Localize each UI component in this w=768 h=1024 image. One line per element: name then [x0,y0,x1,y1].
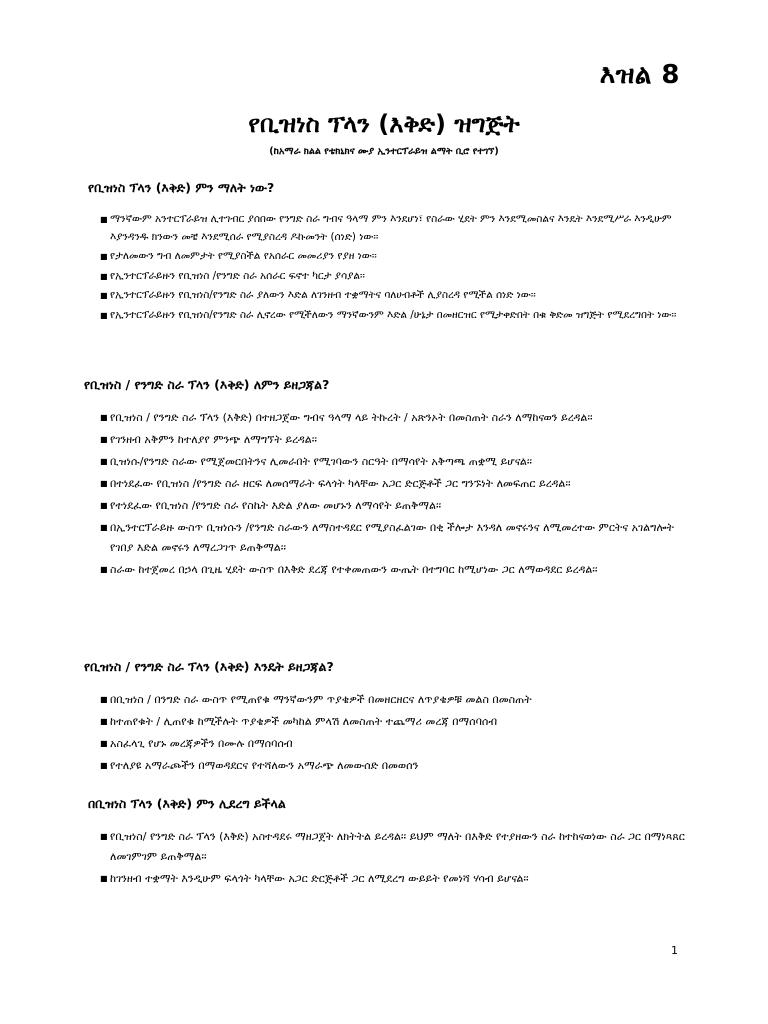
list-item [88,869,688,889]
section-why-prepare-plan [84,376,684,582]
bullet-square-icon: ■ [100,457,108,466]
list-item-text: ቢዝነሱ/የንግድ ስራው የሚጀመርበትንና ሊመራበት የሚገባውን ስርዓት በማሳየት አቅጣጫ ጠቋሚ ይሆናል፡፡ [110,455,533,468]
bullet-square-icon: ■ [100,252,108,261]
list-item [88,496,684,516]
list-item [88,474,684,494]
bullet-square-icon: ■ [100,501,108,510]
list-item-text: በኢንተርፕራይዙ ውስጥ ቢዝነሱን /የንግድ ስራውን ለማስተዳደር የሚያስፈልገው በቂ ችሎታ እንዳለ መኖሩንና ለሚመረተው ምርትና አገልግሎት የገበያ እድል መኖሩን ለማረጋገጥ ይጠቅማል፡፡ [110,521,674,554]
list-item-text: የቢዝነስ / የንግድ ስራ ፕላን (እቅድ) በተዘጋጀው ግብና ዓላማ ላይ ትኩረት / አጽንኦት በመስጠት ስራን ለማከናወን ይረዳል፡፡ [110,411,593,424]
section-heading: የቢዝነስ ፕላን (እቅድ) ምን ማለት ነው? [88,180,275,195]
bullet-list [88,211,688,324]
list-item-text: ማንኛውም አንተርፕራይዝ ሊተገብር ያሰበው የንግድ ስራ ግብና ዓላማ ምን እንደሆነ፣ የስራው ሂደት ምን እንደሚመስልና እንዴት እንደሚሥራ እንዲሁም እያንዳንዱ ክንውን መቼ እንደሚሰራ የሚያስረዳ ዶኩመንት (ሰነድ) ነው፡፡ [110,213,672,243]
list-item [88,408,684,428]
bullet-square-icon: ■ [100,874,108,883]
document-title: የቢዝነስ ፕላን (እቅድ) ዝግጅት [248,110,520,138]
bullet-square-icon: ■ [100,717,108,726]
list-item [88,734,684,753]
list-item [88,268,688,286]
bullet-square-icon: ■ [100,310,108,320]
list-item-text: ከተጠየቁት / ሊጠየቁ ከሚችሉት ጥያቄዎች መካከል ምላሽ ለመስጠት ተጨማሪ መረጃ በማሰባሰብ [110,715,498,728]
list-item-text: ስራው ከተጀመረ በኃላ በጊዜ ሂደት ውስጥ በእቅድ ደረጃ የተቀመጠውን ውጤት በተግባር ከሚሆነው ጋር ለማወዳደር ይረዳል፡፡ [110,563,598,576]
document-subtitle: (ከአማራ ክልል የቴክኒክና ሙያ ኢንተርፕራይዝ ልማት ቢሮ የተገኘ) [269,146,499,157]
list-item-text: የገንዘብ አቅምን ከተለያየ ምንጭ ለማግኘት ይረዳል፡፡ [110,433,317,446]
bullet-square-icon: ■ [100,523,108,532]
module-label: እዝል 8 [599,60,680,90]
bullet-square-icon: ■ [100,695,108,704]
list-item-text: የቢዝነስ/ የንግድ ስራ ፕላን (እቅድ) አስተዳደሩ ማዘጋጀት ለክትትል ይረዳል፡፡ ይህም ማለት በእቅድ የተያዘውን ስራ ከተከናወነው ስራ ጋር በማነጻጸር ለመገምገም ይጠቅማል፡፡ [110,830,685,863]
section-what-is-business-plan [88,179,688,326]
section-how-prepare-plan [84,658,684,778]
bullet-square-icon: ■ [100,291,108,300]
bullet-square-icon: ■ [100,435,108,444]
list-item-text: የኢንተርፕራይዙን የቢዝነስ/የንግድ ስራ ሊኖረው የሚችለውን ማንኛውንም እድል /ሁኔታ በመዘርዝር የሚታቀድበት በቁ ቅድመ ዝግጅት የሚደረግበት ነው፡፡ [110,308,677,321]
page-number: 1 [671,944,678,957]
list-item-text: የታለመውን ግብ ለመምታት የሚያስችል የአሰራር መመሪያን የያዘ ነው፡፡ [110,250,377,262]
section-what-plan-does [88,795,688,891]
list-item [88,287,688,305]
bullet-square-icon: ■ [100,565,108,574]
list-item-text: አስፈላጊ የሆኑ መረጃዎችን በሙሉ በማሰባሰብ [110,737,293,750]
bullet-square-icon: ■ [100,215,108,224]
list-item-text: የኢንተርፕራይዙን የቢዝነስ/የንግድ ስራ ያለውን እድል ለገንዘብ ተቋማትና ባለሀብቶች ሊያስረዳ የሚችል ሰነድ ነው፡፡ [110,289,536,301]
list-item [88,827,688,867]
list-item [88,430,684,450]
bullet-list [84,690,684,775]
list-item-text: በቢዝነስ / በንግድ ስራ ውስጥ የሚጠየቁ ማንኛውንም ጥያቄዎች በመዘርዘርና ለጥያቄዎቹ መልስ በመስጠት [110,693,532,706]
list-item [88,518,684,558]
bullet-square-icon: ■ [100,479,108,488]
list-item [88,211,688,246]
bullet-square-icon: ■ [100,413,108,422]
list-item [88,756,684,775]
bullet-square-icon: ■ [100,739,108,748]
bullet-square-icon: ■ [100,761,108,770]
bullet-square-icon: ■ [100,832,108,841]
bullet-list [88,827,688,889]
list-item [88,560,684,580]
list-item [88,307,688,325]
list-item [88,690,684,709]
section-heading: የቢዝነስ / የንግድ ስራ ፕላን (እቅድ) ለምን ይዘጋጃል? [84,377,330,392]
list-item [88,248,688,266]
list-item-text: የተለያዩ አማራጮችን በማወዳደርና የተሻለውን አማራጭ ለመውሰድ በመወሰን [110,759,419,772]
section-heading: የቢዝነስ / የንግድ ስራ ፕላን (እቅድ) እንዴት ይዘጋጃል? [84,659,334,674]
list-item-text: የኢንተርፕራይዙን የቢዝነስ /የንግድ ስራ አሰራር ፍኖተ ካርታ ያሳያል፡፡ [110,269,365,282]
section-heading: በቢዝነስ ፕላን (እቅድ) ምን ሊደረግ ይችላል [88,796,286,811]
list-item-text: የተነደፈው የቢዝነስ /የንግድ ስራ የስኬት እድል ያለው መሆኑን ለማሳየት ይጠቅማል፡፡ [110,499,442,512]
list-item [88,712,684,731]
bullet-square-icon: ■ [100,271,108,281]
bullet-list [84,408,684,580]
list-item [88,452,684,472]
list-item-text: በተነደፈው የቢዝነስ /የንግድ ስራ ዘርፍ ለመሰማራት ፍላጎት ካላቸው አጋር ድርጅቶች ጋር ግንኙነት ለመፍጠር ይረዳል፡፡ [110,477,571,490]
list-item-text: ከገንዘብ ተቋማት እንዲሁም ፍላጎት ካላቸው አጋር ድርጅቶች ጋር ለሚደረግ ውይይት የመነሻ ሃሳብ ይሆናል፡፡ [110,872,529,885]
